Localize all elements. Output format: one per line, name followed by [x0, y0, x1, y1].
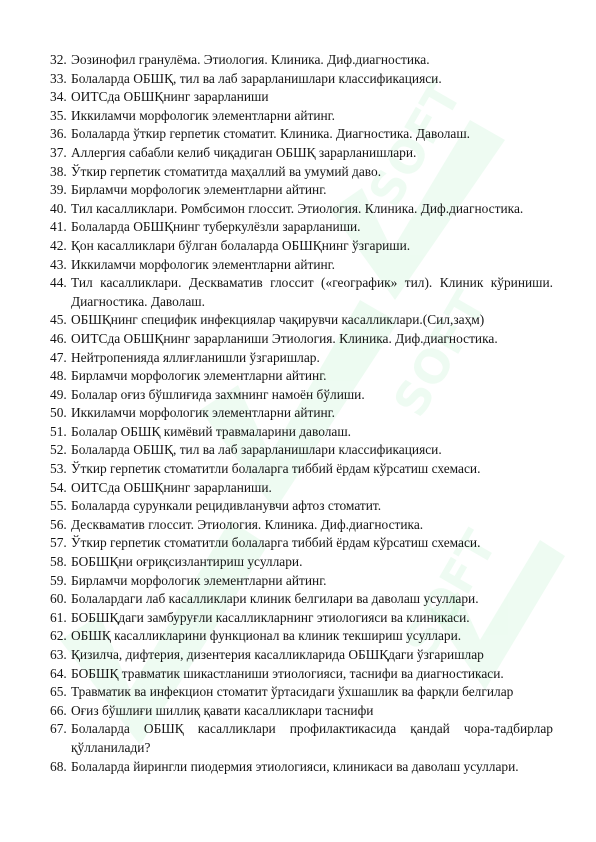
- svg-text:SOFT: SOFT: [382, 281, 498, 426]
- question-text: Қизилча, дифтерия, дизентерия касалликларида ОБШҚдаги ўзгаришлар: [71, 647, 484, 662]
- question-item: [50, 404, 553, 423]
- question-item: [50, 497, 553, 516]
- svg-text:SOFT: SOFT: [357, 71, 473, 216]
- question-item: [50, 460, 553, 479]
- question-item: [50, 88, 553, 107]
- question-item: [50, 683, 553, 702]
- question-text: Иккиламчи морфологик элементларни айтинг.: [71, 256, 335, 272]
- question-number: 47.: [50, 349, 67, 365]
- question-text: Болаларда сурункали рецидивланувчи афтоз стоматит.: [71, 498, 382, 514]
- question-text: Бирламчи морфологик элементларни айтинг.: [71, 368, 327, 384]
- question-number: 68.: [50, 758, 67, 774]
- question-number: 59.: [50, 572, 67, 588]
- question-item: [50, 441, 553, 460]
- question-item: [50, 200, 553, 219]
- question-number: 60.: [50, 591, 67, 607]
- question-number: 37.: [50, 144, 67, 160]
- question-text: Болалар ОБШҚ кимёвий травмаларини даволаш.: [71, 423, 352, 439]
- question-number: 32.: [50, 52, 67, 67]
- question-text: Ўткир герпетик стоматитда маҳаллий ва умумий даво.: [71, 163, 382, 179]
- question-text: БОБШҚни оғриқсизлантириш усуллари.: [71, 554, 303, 570]
- question-text: Тил касалликлари. Ромбсимон глоссит. Этиология. Клиника. Диф.диагностика.: [71, 200, 524, 216]
- question-number: 41.: [50, 219, 67, 235]
- question-text: Болаларда ОБШҚ касалликлари профилактикасида қандай чора-тадбирлар қўлланилади?: [71, 721, 553, 755]
- question-text: ОИТСда ОБШҚнинг зарарланиши Этиология. Клиника. Диф.диагностика.: [71, 330, 498, 346]
- question-item: [50, 627, 553, 646]
- question-number: 36.: [50, 126, 67, 142]
- question-item: [50, 720, 553, 757]
- question-item: [50, 181, 553, 200]
- question-item: [50, 237, 553, 256]
- question-item: [50, 349, 553, 368]
- question-item: [50, 758, 553, 777]
- question-text: Болаларда ўткир герпетик стоматит. Клиника. Диагностика. Даволаш.: [71, 126, 470, 142]
- question-number: 43.: [50, 256, 67, 272]
- question-item: [50, 572, 553, 591]
- question-number: 53.: [50, 461, 67, 477]
- question-number: 58.: [50, 554, 67, 570]
- svg-text:SOFT: SOFT: [392, 521, 508, 666]
- question-item: [50, 107, 553, 126]
- question-text: Иккиламчи морфологик элементларни айтинг.: [71, 107, 335, 123]
- question-item: [50, 311, 553, 330]
- question-number: 64.: [50, 665, 67, 681]
- question-text: Болаларда ОБШҚ, тил ва лаб зарарланишлари классификацияси.: [71, 442, 442, 458]
- question-text: Травматик ва инфекцион стоматит ўртасидаги ўхшашлик ва фарқли белгилар: [71, 684, 514, 700]
- question-item: [50, 125, 553, 144]
- question-number: 35.: [50, 107, 67, 123]
- question-number: 51.: [50, 423, 67, 439]
- question-text: Қон касалликлари бўлган болаларда ОБШҚнинг ўзгариши.: [71, 237, 411, 253]
- question-text: Оғиз бўшлиғи шиллиқ қавати касалликлари таснифи: [71, 702, 374, 718]
- question-text: Эозинофил гранулёма. Этиология. Клиника. Диф.диагностика.: [71, 52, 430, 67]
- question-number: 45.: [50, 312, 67, 328]
- question-item: [50, 534, 553, 553]
- question-text: ОИТСда ОБШҚнинг зарарланиши.: [71, 479, 272, 495]
- question-item: [50, 609, 553, 628]
- question-text: Иккиламчи морфологик элементларни айтинг.: [71, 405, 335, 421]
- question-number: 50.: [50, 405, 67, 421]
- question-text: БОБШҚдаги замбуруғли касалликларнинг этиологияси ва клиникаси.: [71, 609, 470, 625]
- question-number: 66.: [50, 702, 67, 718]
- question-text: Нейтропенияда яллиғланишли ўзгаришлар.: [71, 349, 320, 365]
- question-item: [50, 479, 553, 498]
- question-item: [50, 702, 553, 721]
- question-number: 62.: [50, 628, 67, 644]
- question-number: 67.: [50, 721, 67, 737]
- question-item: [50, 330, 553, 349]
- question-item: [50, 218, 553, 237]
- question-item: [50, 516, 553, 535]
- question-text: Десквамaтив глоссит. Этиология. Клиника. Диф.диагностика.: [71, 516, 424, 532]
- question-text: Болаларда ОБШҚнинг туберкулёзли зарарланиши.: [71, 219, 361, 235]
- question-number: 40.: [50, 200, 67, 216]
- question-number: 56.: [50, 516, 67, 532]
- question-number: 42.: [50, 237, 67, 253]
- question-item: [50, 386, 553, 405]
- question-number: 33.: [50, 70, 67, 86]
- question-number: 38.: [50, 163, 67, 179]
- question-text: БОБШҚ травматик шикастланиши этиологияси, таснифи ва диагностикаси.: [71, 665, 504, 681]
- question-text: Бирламчи морфологик элементларни айтинг.: [71, 182, 327, 198]
- question-number: 49.: [50, 386, 67, 402]
- question-item: [50, 51, 553, 70]
- question-number: 44.: [50, 275, 67, 291]
- question-number: 55.: [50, 498, 67, 514]
- question-text: Ўткир герпетик стоматитли болаларга тиббий ёрдам кўрсатиш схемаси.: [71, 535, 481, 551]
- question-item: [50, 553, 553, 572]
- question-number: 52.: [50, 442, 67, 458]
- question-number: 39.: [50, 182, 67, 198]
- question-item: [50, 665, 553, 684]
- question-list: [50, 51, 553, 776]
- question-item: [50, 144, 553, 163]
- question-number: 63.: [50, 647, 67, 662]
- question-item: [50, 70, 553, 89]
- question-text: Бирламчи морфологик элементларни айтинг.: [71, 572, 327, 588]
- question-text: ОИТСда ОБШҚнинг зарарланиши: [71, 89, 269, 105]
- question-text: Болаларда йирингли пиодермия этиологияси, клиникаси ва даволаш усуллари.: [71, 758, 519, 774]
- question-text: Болаларда ОБШҚ, тил ва лаб зарарланишлари классификацияси.: [71, 70, 442, 86]
- question-number: 48.: [50, 368, 67, 384]
- question-text: Болалар оғиз бўшлиғида захмнинг намоён бўлиши.: [71, 386, 365, 402]
- question-number: 61.: [50, 609, 67, 625]
- question-text: ОБШҚ касалликларини функционал ва клиник текшириш усуллари.: [71, 628, 462, 644]
- question-number: 46.: [50, 330, 67, 346]
- question-item: [50, 367, 553, 386]
- question-number: 65.: [50, 684, 67, 700]
- question-text: ОБШҚнинг специфик инфекциялар чақирувчи касалликлари.(Сил,заҳм): [71, 312, 485, 328]
- question-item: [50, 256, 553, 275]
- question-text: Ўткир герпетик стоматитли болаларга тиббий ёрдам кўрсатиш схемаси.: [71, 461, 481, 477]
- question-text: Болалардаги лаб касалликлари клиник белгилари ва даволаш усуллари.: [71, 591, 479, 607]
- question-item: [50, 274, 553, 311]
- question-item: [50, 590, 553, 609]
- question-text: Аллергия сабабли келиб чиқадиган ОБШҚ зарарланишлари.: [71, 144, 417, 160]
- question-number: 54.: [50, 479, 67, 495]
- question-number: 57.: [50, 535, 67, 551]
- question-item: [50, 423, 553, 442]
- question-item: [50, 163, 553, 182]
- question-number: 34.: [50, 89, 67, 105]
- question-item: [50, 646, 553, 665]
- question-text: Тил касалликлари. Десквамaтив глоссит («географик» тил). Клиник кўриниши. Диагностика. Даволаш.: [71, 275, 553, 309]
